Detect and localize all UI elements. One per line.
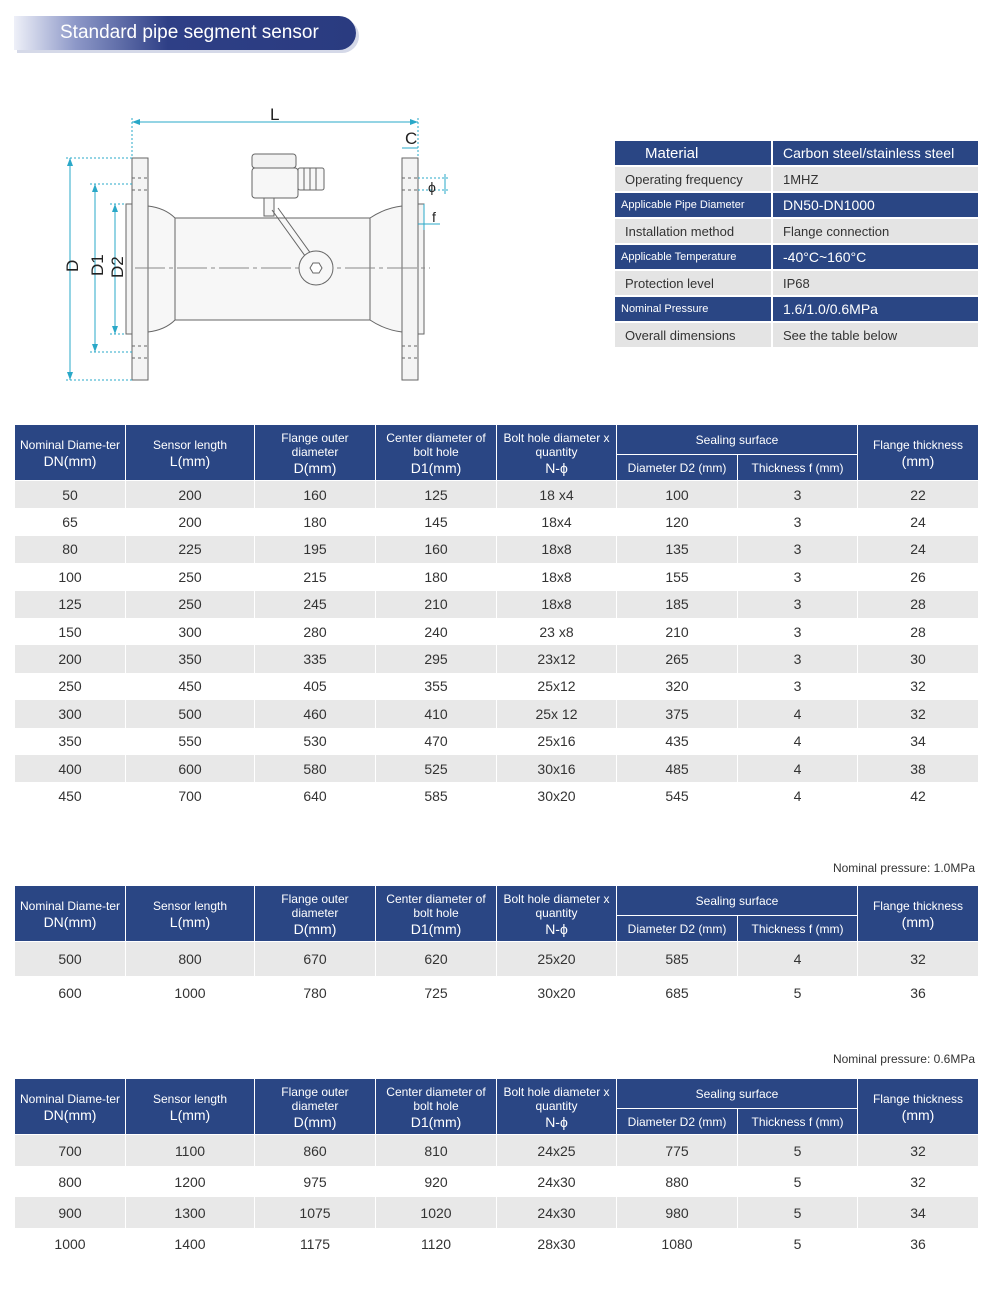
table-cell: 350 [126,645,255,672]
header-d2: Diameter D2 (mm) [617,455,738,481]
spec-value: Carbon steel/stainless steel [771,141,978,165]
spec-key: Material [615,141,771,165]
table-cell: 4 [738,942,858,976]
table-cell: 5 [738,1197,858,1228]
table-cell: 23 x8 [497,618,617,645]
table-row [15,1135,979,1166]
table-cell: 525 [376,755,497,782]
table-cell: 28 [858,591,979,618]
table-cell: 880 [617,1166,738,1197]
table-cell: 200 [126,508,255,535]
table-cell: 24x30 [497,1197,617,1228]
table-cell: 335 [255,645,376,672]
table-cell: 1000 [126,976,255,1010]
header-dn: Nominal Diame-ter DN(mm) [15,425,126,481]
table-row [15,976,979,1010]
header-bolt-center: Center diameter of bolt hole D1(mm) [376,1079,497,1135]
table-cell: 160 [376,536,497,563]
table-cell: 435 [617,728,738,755]
table-cell: 24x25 [497,1135,617,1166]
table-cell: 860 [255,1135,376,1166]
table-cell: 350 [15,728,126,755]
table-cell: 670 [255,942,376,976]
table-cell: 25x12 [497,673,617,700]
header-bolt-hole: Bolt hole diameter x quantity N-ϕ [497,425,617,481]
table-cell: 100 [15,563,126,590]
table-cell: 405 [255,673,376,700]
table-cell: 80 [15,536,126,563]
table-cell: 4 [738,755,858,782]
header-bolt-center: Center diameter of bolt hole D1(mm) [376,425,497,481]
header-f: Thickness f (mm) [738,455,858,481]
table-cell: 3 [738,508,858,535]
table-cell: 125 [376,481,497,508]
table-cell: 265 [617,645,738,672]
table-cell: 250 [15,673,126,700]
table-cell: 145 [376,508,497,535]
table-row [15,700,979,727]
table-cell: 1175 [255,1228,376,1259]
table-cell: 900 [15,1197,126,1228]
table-cell: 120 [617,508,738,535]
table-cell: 1200 [126,1166,255,1197]
spec-key: Protection level [615,271,771,295]
table-cell: 30x20 [497,782,617,809]
table-cell: 100 [617,481,738,508]
table-cell: 65 [15,508,126,535]
table-cell: 180 [376,563,497,590]
table-cell: 250 [126,591,255,618]
table-cell: 975 [255,1166,376,1197]
table-cell: 545 [617,782,738,809]
table-cell: 485 [617,755,738,782]
table-cell: 295 [376,645,497,672]
table-cell: 18 x4 [497,481,617,508]
table-cell: 685 [617,976,738,1010]
header-length: Sensor length L(mm) [126,886,255,942]
header-d2: Diameter D2 (mm) [617,1109,738,1135]
table-cell: 36 [858,1228,979,1259]
spec-row [615,323,978,347]
table-cell: 50 [15,481,126,508]
spec-row [615,245,978,269]
table-cell: 5 [738,1228,858,1259]
table-cell: 32 [858,1166,979,1197]
table-cell: 1400 [126,1228,255,1259]
table-cell: 25x20 [497,942,617,976]
table-cell: 38 [858,755,979,782]
spec-key: Applicable Temperature [615,245,771,269]
spec-key: Overall dimensions [615,323,771,347]
table-cell: 25x 12 [497,700,617,727]
table-cell: 1075 [255,1197,376,1228]
table-row [15,508,979,535]
table-row [15,728,979,755]
table-cell: 23x12 [497,645,617,672]
table-cell: 1300 [126,1197,255,1228]
table-cell: 3 [738,618,858,645]
table-cell: 4 [738,700,858,727]
spec-key: Applicable Pipe Diameter [615,193,771,217]
table-row [15,591,979,618]
table-cell: 3 [738,645,858,672]
table-row [15,782,979,809]
table-cell: 22 [858,481,979,508]
table-cell: 30x16 [497,755,617,782]
table-row [15,481,979,508]
table-cell: 550 [126,728,255,755]
table-cell: 5 [738,1135,858,1166]
table-cell: 580 [255,755,376,782]
table-cell: 210 [617,618,738,645]
table-row [15,1197,979,1228]
table-cell: 800 [15,1166,126,1197]
pipe-sensor-diagram [40,100,460,390]
header-sealing: Sealing surface [617,886,858,916]
spec-row [615,219,978,243]
spec-value: -40°C~160°C [771,245,978,269]
spec-value: 1MHZ [771,167,978,191]
table-cell: 920 [376,1166,497,1197]
header-flange-outer: Flange outer diameter D(mm) [255,425,376,481]
table-cell: 18x8 [497,563,617,590]
table-cell: 245 [255,591,376,618]
spec-table [615,139,978,349]
label-D2: D2 [108,256,127,278]
table-cell: 28x30 [497,1228,617,1259]
table-cell: 26 [858,563,979,590]
table-cell: 25x16 [497,728,617,755]
header-flange-outer: Flange outer diameter D(mm) [255,886,376,942]
table-cell: 32 [858,1135,979,1166]
spec-row [615,141,978,165]
table-cell: 32 [858,942,979,976]
header-bolt-center: Center diameter of bolt hole D1(mm) [376,886,497,942]
header-f: Thickness f (mm) [738,1109,858,1135]
table-cell: 410 [376,700,497,727]
table-cell: 640 [255,782,376,809]
table-cell: 780 [255,976,376,1010]
section-title-bar [14,16,356,50]
table-cell: 36 [858,976,979,1010]
header-dn: Nominal Diame-ter DN(mm) [15,886,126,942]
table-row [15,673,979,700]
label-L: L [270,105,280,124]
table-cell: 125 [15,591,126,618]
table-row [15,755,979,782]
label-D1: D1 [88,254,107,276]
spec-value: 1.6/1.0/0.6MPa [771,297,978,321]
pressure-note-2: Nominal pressure: 0.6MPa [832,1052,975,1066]
table-row [15,942,979,976]
table-cell: 210 [376,591,497,618]
table-cell: 4 [738,782,858,809]
table-cell: 42 [858,782,979,809]
table-cell: 5 [738,976,858,1010]
table-cell: 240 [376,618,497,645]
table-cell: 280 [255,618,376,645]
label-f: f [432,209,436,225]
table-cell: 24 [858,508,979,535]
header-dn: Nominal Diame-ter DN(mm) [15,1079,126,1135]
table-cell: 3 [738,563,858,590]
dimension-table [15,425,979,810]
header-flange-thickness: Flange thickness (mm) [858,886,979,942]
dimension-table [15,886,979,1010]
table-cell: 18x8 [497,536,617,563]
table-row [15,618,979,645]
table-cell: 28 [858,618,979,645]
table-cell: 24x30 [497,1166,617,1197]
table-cell: 215 [255,563,376,590]
table-cell: 800 [126,942,255,976]
table-cell: 30x20 [497,976,617,1010]
table-cell: 1000 [15,1228,126,1259]
table-cell: 1080 [617,1228,738,1259]
table-cell: 1120 [376,1228,497,1259]
header-flange-thickness: Flange thickness (mm) [858,1079,979,1135]
table-row [15,1166,979,1197]
table-cell: 775 [617,1135,738,1166]
table-cell: 32 [858,700,979,727]
table-cell: 34 [858,1197,979,1228]
pressure-note-1: Nominal pressure: 1.0MPa [832,861,975,875]
header-length: Sensor length L(mm) [126,425,255,481]
table-cell: 600 [15,976,126,1010]
table-cell: 1100 [126,1135,255,1166]
header-sealing: Sealing surface [617,425,858,455]
table-cell: 400 [15,755,126,782]
table-cell: 355 [376,673,497,700]
header-sealing: Sealing surface [617,1079,858,1109]
header-flange-outer: Flange outer diameter D(mm) [255,1079,376,1135]
table-cell: 18x4 [497,508,617,535]
table-cell: 3 [738,591,858,618]
table-cell: 500 [126,700,255,727]
table-cell: 300 [126,618,255,645]
table-cell: 3 [738,673,858,700]
spec-value: DN50-DN1000 [771,193,978,217]
section-title: Standard pipe segment sensor [60,22,319,43]
table-cell: 320 [617,673,738,700]
table-cell: 18x8 [497,591,617,618]
header-length: Sensor length L(mm) [126,1079,255,1135]
table-cell: 30 [858,645,979,672]
table-cell: 530 [255,728,376,755]
table-cell: 470 [376,728,497,755]
table-cell: 34 [858,728,979,755]
table-cell: 500 [15,942,126,976]
table-cell: 620 [376,942,497,976]
table-cell: 450 [126,673,255,700]
table-cell: 375 [617,700,738,727]
table-cell: 225 [126,536,255,563]
table-cell: 180 [255,508,376,535]
spec-row [615,167,978,191]
dimension-table [15,1079,979,1259]
table-cell: 200 [15,645,126,672]
table-row [15,1228,979,1259]
table-cell: 810 [376,1135,497,1166]
table-cell: 160 [255,481,376,508]
header-f: Thickness f (mm) [738,916,858,942]
table-cell: 725 [376,976,497,1010]
spec-value: Flange connection [771,219,978,243]
table-cell: 3 [738,536,858,563]
spec-row [615,271,978,295]
spec-row [615,193,978,217]
spec-key: Nominal Pressure [615,297,771,321]
table-cell: 300 [15,700,126,727]
table-cell: 5 [738,1166,858,1197]
table-cell: 980 [617,1197,738,1228]
header-flange-thickness: Flange thickness (mm) [858,425,979,481]
table-cell: 700 [126,782,255,809]
table-cell: 200 [126,481,255,508]
table-cell: 585 [376,782,497,809]
spec-value: See the table below [771,323,978,347]
label-C: C [405,129,418,148]
table-cell: 700 [15,1135,126,1166]
table-row [15,536,979,563]
label-phi: ϕ [428,179,436,195]
table-cell: 3 [738,481,858,508]
spec-value: IP68 [771,271,978,295]
table-cell: 450 [15,782,126,809]
spec-row [615,297,978,321]
table-cell: 195 [255,536,376,563]
table-cell: 150 [15,618,126,645]
table-cell: 250 [126,563,255,590]
table-cell: 135 [617,536,738,563]
label-D: D [63,259,82,272]
table-cell: 155 [617,563,738,590]
table-cell: 4 [738,728,858,755]
spec-key: Installation method [615,219,771,243]
table-cell: 585 [617,942,738,976]
table-cell: 185 [617,591,738,618]
header-bolt-hole: Bolt hole diameter x quantity N-ϕ [497,886,617,942]
table-cell: 32 [858,673,979,700]
table-cell: 600 [126,755,255,782]
table-cell: 24 [858,536,979,563]
header-bolt-hole: Bolt hole diameter x quantity N-ϕ [497,1079,617,1135]
table-cell: 1020 [376,1197,497,1228]
header-d2: Diameter D2 (mm) [617,916,738,942]
table-row [15,563,979,590]
table-cell: 460 [255,700,376,727]
spec-key: Operating frequency [615,167,771,191]
table-row [15,645,979,672]
